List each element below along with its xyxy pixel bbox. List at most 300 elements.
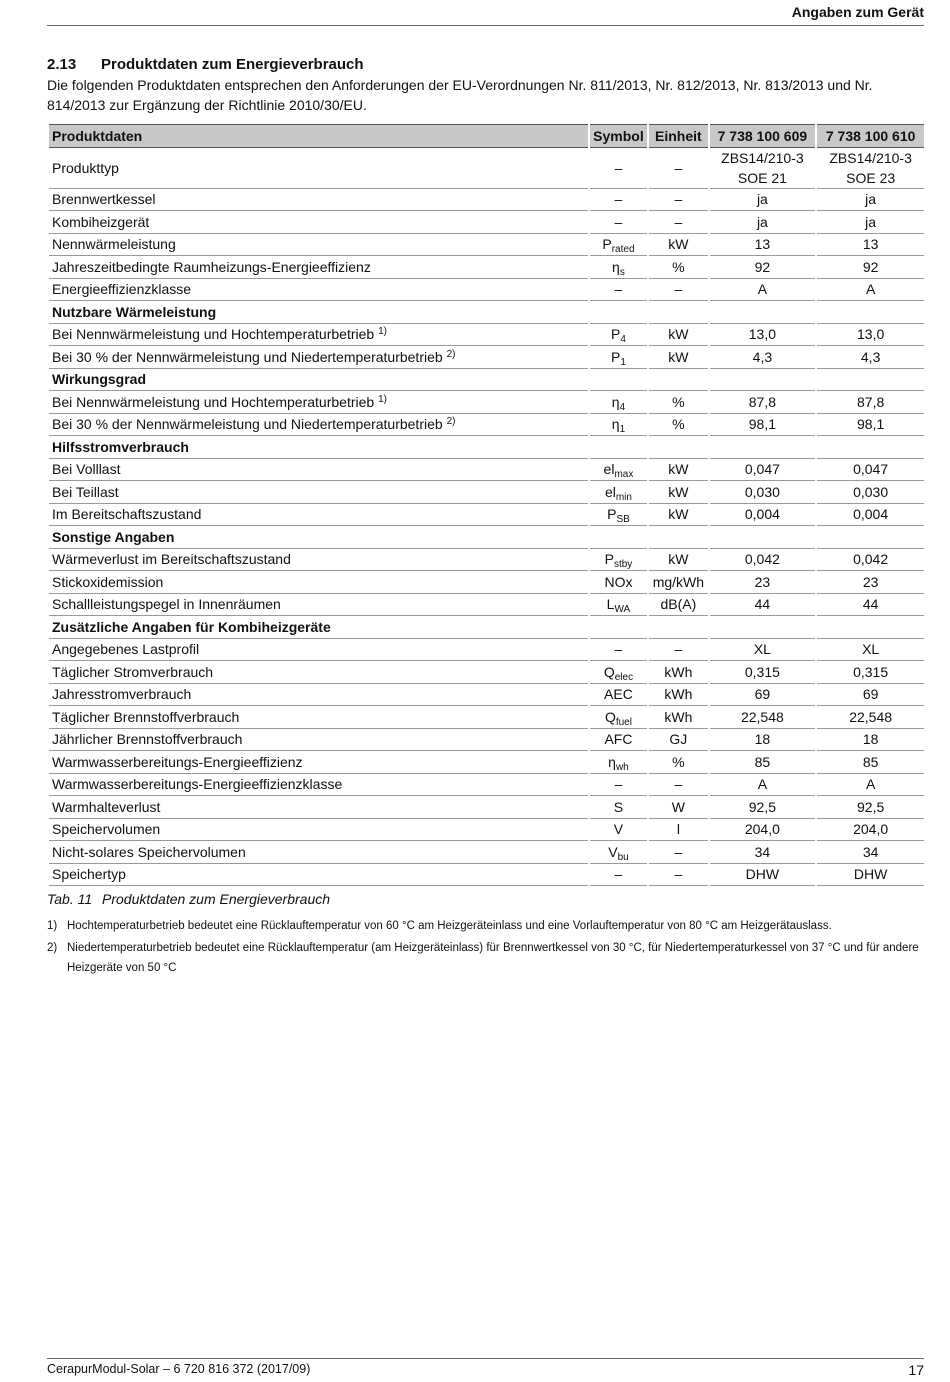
unit-cell: kWh — [648, 706, 708, 729]
value-text: 18 — [862, 731, 879, 748]
symbol-subscript: 1 — [619, 424, 626, 436]
unit-cell: W — [648, 796, 708, 819]
value-cell — [816, 818, 924, 841]
value-cell — [709, 413, 817, 436]
symbol-cell — [589, 706, 649, 729]
table-header-row — [48, 125, 924, 148]
table-caption — [47, 891, 330, 907]
unit-cell: mg/kWh — [648, 571, 708, 594]
value-cell — [709, 211, 817, 234]
table-row — [48, 751, 924, 774]
section-intro: Die folgenden Produktdaten entsprechen den Anforderungen der EU-Verordnungen Nr. 811/2013, Nr. 812/2013, Nr. 813/2013 und Nr. 814/2013 zur Ergänzung der Richtlinie 2010/30/EU. — [47, 77, 873, 113]
table-row — [48, 661, 924, 684]
symbol-subscript: max — [614, 469, 634, 481]
row-label-text: Bei 30 % der Nennwärmeleistung und Niedertemperaturbetrieb — [52, 416, 443, 433]
row-label-text: Kombiheizgerät — [52, 213, 150, 230]
row-label — [48, 188, 589, 211]
row-label-text: Wärmeverlust im Bereitschaftszustand — [52, 551, 291, 568]
value-text: 0,030 — [853, 483, 889, 500]
value-cell — [709, 458, 817, 481]
value-cell — [816, 571, 924, 594]
column-header: Produktdaten — [48, 125, 589, 148]
value-cell — [709, 278, 817, 301]
value-cell — [709, 773, 817, 796]
unit-cell: – — [648, 841, 708, 864]
symbol-cell — [589, 683, 649, 706]
unit-cell: kW — [648, 548, 708, 571]
value-text: A — [757, 281, 768, 298]
value-cell — [816, 256, 924, 279]
value-text: ja — [756, 213, 768, 230]
symbol-subscript: bu — [617, 851, 629, 863]
row-label — [48, 481, 589, 504]
symbol-text: – — [614, 866, 623, 883]
value-cell — [709, 661, 817, 684]
symbol-cell — [589, 571, 649, 594]
table-row — [48, 413, 924, 436]
table-row — [48, 278, 924, 301]
row-label-text: Brennwertkessel — [52, 191, 156, 208]
symbol-text: Q — [603, 663, 615, 680]
row-label-text: Nicht-solares Speichervolumen — [52, 843, 246, 860]
table-row — [48, 256, 924, 279]
symbol-subscript: 4 — [619, 401, 626, 413]
footer-document-id: CerapurModul-Solar – 6 720 816 372 (2017/09) — [47, 1362, 311, 1376]
row-label-text: Speichervolumen — [52, 821, 161, 838]
value-text: 4,3 — [752, 348, 773, 365]
symbol-subscript: stby — [613, 559, 633, 571]
symbol-text: S — [613, 798, 624, 815]
value-text: 204,0 — [744, 821, 780, 838]
symbol-text: – — [614, 213, 623, 230]
table-row — [48, 503, 924, 526]
value-cell — [816, 323, 924, 346]
value-cell — [816, 841, 924, 864]
row-label-text: Bei 30 % der Nennwärmeleistung und Niedertemperaturbetrieb — [52, 348, 443, 365]
section-number: 2.13 — [47, 56, 77, 73]
symbol-text: P — [611, 348, 621, 365]
value-cell — [816, 706, 924, 729]
symbol-text: P — [611, 326, 621, 343]
table-row — [48, 841, 924, 864]
row-label-text: Schallleistungspegel in Innenräumen — [52, 596, 281, 613]
value-text: 0,030 — [744, 483, 780, 500]
table-row — [48, 458, 924, 481]
symbol-cell — [589, 391, 649, 414]
row-label — [48, 796, 589, 819]
symbol-text: – — [614, 281, 623, 298]
row-label — [48, 147, 589, 188]
value-text: 23 — [862, 573, 879, 590]
unit-cell: kW — [648, 503, 708, 526]
symbol-subscript: s — [619, 266, 625, 278]
value-text: ja — [865, 191, 877, 208]
value-text: 92 — [862, 258, 879, 275]
symbol-text: – — [614, 776, 623, 793]
symbol-text: P — [607, 506, 617, 523]
value-text: 87,8 — [857, 393, 885, 410]
value-cell — [816, 458, 924, 481]
value-cell — [709, 863, 817, 886]
value-cell — [816, 863, 924, 886]
value-cell — [816, 413, 924, 436]
value-cell — [709, 728, 817, 751]
row-label — [48, 233, 589, 256]
unit-cell: % — [648, 413, 708, 436]
table-row — [48, 593, 924, 616]
symbol-subscript: 1 — [620, 356, 626, 368]
symbol-subscript: rated — [611, 244, 635, 256]
table-row — [48, 683, 924, 706]
caption-text: Produktdaten zum Energieverbrauch — [102, 891, 331, 907]
row-label — [48, 638, 589, 661]
column-header: 7 738 100 610 — [816, 125, 924, 148]
value-text: 0,047 — [853, 461, 889, 478]
row-label-text: Produkttyp — [52, 159, 119, 176]
value-cell — [816, 233, 924, 256]
unit-cell: – — [648, 773, 708, 796]
row-label — [48, 863, 589, 886]
unit-cell: % — [648, 256, 708, 279]
table-row — [48, 571, 924, 594]
row-label-text: Bei Nennwärmeleistung und Hochtemperaturbetrieb — [52, 326, 375, 343]
unit-cell: – — [648, 863, 708, 886]
symbol-cell — [589, 751, 649, 774]
value-cell — [816, 683, 924, 706]
value-cell — [709, 481, 817, 504]
value-cell — [709, 323, 817, 346]
table-group-row — [48, 368, 924, 391]
unit-cell: kW — [648, 481, 708, 504]
page-number: 17 — [908, 1362, 924, 1378]
table-row — [48, 818, 924, 841]
table-row — [48, 706, 924, 729]
table-group-row — [48, 301, 924, 324]
row-label-text: Täglicher Brennstoffverbrauch — [52, 708, 240, 725]
footnote-reference: 1) — [378, 393, 387, 405]
row-label-text: Jahreszeitbedingte Raumheizungs-Energieeffizienz — [52, 258, 371, 275]
value-cell — [709, 796, 817, 819]
value-cell — [709, 841, 817, 864]
value-cell — [709, 706, 817, 729]
row-label-text: Jährlicher Brennstoffverbrauch — [52, 731, 243, 748]
value-cell — [816, 751, 924, 774]
value-text: A — [757, 776, 768, 793]
table-row — [48, 391, 924, 414]
value-text: 0,047 — [744, 461, 780, 478]
symbol-subscript: min — [615, 491, 632, 503]
value-text: 0,315 — [744, 663, 780, 680]
symbol-text: – — [614, 641, 623, 658]
unit-cell: kWh — [648, 683, 708, 706]
footnote-text: Niedertemperaturbetrieb bedeutet eine Rücklauftemperatur (am Heizgeräteinlass) für Brennwertkessel von 30 °C, für Niedertemperaturkessel von 37 °C und für andere Heizgeräte von 50 °C — [67, 942, 919, 974]
row-label-text: Bei Teillast — [52, 483, 119, 500]
symbol-subscript: fuel — [615, 716, 632, 728]
table-row — [48, 638, 924, 661]
symbol-subscript: WA — [614, 604, 631, 616]
row-label — [48, 503, 589, 526]
value-text: XL — [862, 641, 880, 658]
group-label: Sonstige Angaben — [48, 526, 924, 549]
value-text: 0,004 — [744, 506, 780, 523]
row-label — [48, 278, 589, 301]
symbol-text: – — [614, 191, 623, 208]
symbol-text: η — [612, 258, 620, 275]
row-label — [48, 458, 589, 481]
symbol-text: P — [604, 551, 614, 568]
symbol-text: V — [608, 843, 618, 860]
symbol-text: NOx — [604, 573, 633, 590]
row-label-text: Warmhalteverlust — [52, 798, 161, 815]
symbol-subscript: wh — [615, 761, 629, 773]
value-text: ZBS14/210-3 — [829, 149, 912, 166]
symbol-cell — [589, 211, 649, 234]
table-row — [48, 147, 924, 188]
value-text: 13 — [862, 236, 879, 253]
value-cell — [709, 391, 817, 414]
value-text: 85 — [754, 753, 771, 770]
symbol-text: Q — [604, 708, 616, 725]
unit-cell: – — [648, 147, 708, 188]
value-text: 34 — [754, 843, 771, 860]
footnote-mark: 2) — [47, 942, 58, 954]
symbol-text: L — [606, 596, 615, 613]
row-label-text: Energieeffizienzklasse — [52, 281, 192, 298]
unit-cell: kW — [648, 458, 708, 481]
footnote-reference: 2) — [446, 348, 456, 360]
symbol-cell — [589, 413, 649, 436]
value-cell — [709, 593, 817, 616]
value-text-line2: SOE 21 — [737, 169, 787, 186]
row-label — [48, 211, 589, 234]
symbol-cell — [589, 503, 649, 526]
row-label — [48, 751, 589, 774]
unit-cell: – — [648, 188, 708, 211]
value-text: 44 — [862, 596, 879, 613]
value-text: 22,548 — [740, 708, 784, 725]
row-label — [48, 391, 589, 414]
value-cell — [816, 391, 924, 414]
value-text: 87,8 — [748, 393, 777, 410]
row-label — [48, 256, 589, 279]
table-row — [48, 323, 924, 346]
footnote — [47, 916, 924, 936]
value-cell — [709, 188, 817, 211]
unit-cell: – — [648, 638, 708, 661]
value-text: 69 — [754, 686, 771, 703]
value-text: 0,315 — [853, 663, 889, 680]
symbol-subscript: elec — [614, 671, 634, 683]
value-text: 13,0 — [748, 326, 777, 343]
symbol-cell — [589, 796, 649, 819]
table-group-row — [48, 526, 924, 549]
value-cell — [816, 773, 924, 796]
product-data-table — [47, 124, 924, 886]
value-cell — [816, 147, 924, 188]
value-cell — [816, 638, 924, 661]
value-text: ZBS14/210-3 — [721, 149, 804, 166]
symbol-cell — [589, 773, 649, 796]
row-label-text: Speichertyp — [52, 866, 126, 883]
value-text: 92 — [754, 258, 771, 275]
footnote — [47, 938, 924, 978]
value-text-line2: SOE 23 — [846, 169, 896, 186]
table-row — [48, 188, 924, 211]
row-label-text: Nennwärmeleistung — [52, 236, 176, 253]
value-cell — [816, 211, 924, 234]
symbol-cell — [589, 593, 649, 616]
section — [47, 56, 924, 115]
value-text: 69 — [862, 686, 879, 703]
symbol-text: – — [614, 159, 623, 176]
symbol-cell — [589, 548, 649, 571]
column-header: Einheit — [648, 125, 708, 148]
symbol-text: η — [611, 393, 620, 410]
value-text: A — [865, 776, 876, 793]
value-cell — [816, 503, 924, 526]
value-cell — [709, 683, 817, 706]
value-cell — [709, 548, 817, 571]
footnote-mark: 1) — [47, 920, 58, 932]
table-row — [48, 346, 924, 369]
value-cell — [816, 661, 924, 684]
value-text: 4,3 — [860, 348, 881, 365]
row-label — [48, 728, 589, 751]
table-row — [48, 728, 924, 751]
footnote-text: Hochtemperaturbetrieb bedeutet eine Rücklauftemperatur von 60 °C am Heizgeräteinlass und eine Vorlauftemperatur von 80 °C am Heizgerätauslass. — [67, 920, 832, 932]
value-cell — [816, 796, 924, 819]
footnote-reference: 2) — [446, 416, 456, 428]
symbol-cell — [589, 841, 649, 864]
symbol-cell — [589, 188, 649, 211]
section-title: Produktdaten zum Energieverbrauch — [101, 56, 364, 73]
row-label-text: Jahresstromverbrauch — [52, 686, 192, 703]
symbol-text: AFC — [604, 731, 633, 748]
row-label — [48, 571, 589, 594]
value-text: 44 — [754, 596, 771, 613]
value-text: 92,5 — [748, 798, 777, 815]
symbol-cell — [589, 818, 649, 841]
symbol-cell — [589, 323, 649, 346]
row-label — [48, 706, 589, 729]
unit-cell: % — [648, 751, 708, 774]
table-row — [48, 863, 924, 886]
table-group-row — [48, 616, 924, 639]
table-row — [48, 548, 924, 571]
symbol-subscript: 4 — [620, 334, 626, 346]
symbol-cell — [589, 278, 649, 301]
unit-cell: – — [648, 211, 708, 234]
row-label — [48, 413, 589, 436]
value-text: 18 — [754, 731, 771, 748]
value-text: XL — [753, 641, 771, 658]
unit-cell: dB(A) — [648, 593, 708, 616]
value-cell — [709, 233, 817, 256]
value-text: 13,0 — [857, 326, 885, 343]
table-group-row — [48, 436, 924, 459]
symbol-text: AEC — [604, 686, 633, 703]
page-header-title: Angaben zum Gerät — [791, 4, 924, 20]
symbol-text: el — [604, 483, 616, 500]
unit-cell: kWh — [648, 661, 708, 684]
symbol-cell — [589, 147, 649, 188]
symbol-text: P — [602, 236, 612, 253]
value-cell — [709, 638, 817, 661]
value-cell — [816, 728, 924, 751]
unit-cell: kW — [648, 323, 708, 346]
symbol-cell — [589, 481, 649, 504]
group-label: Wirkungsgrad — [48, 368, 924, 391]
row-label-text: Bei Nennwärmeleistung und Hochtemperaturbetrieb — [52, 393, 375, 410]
caption-label: Tab. 11 — [47, 891, 93, 907]
row-label — [48, 323, 589, 346]
row-label — [48, 818, 589, 841]
value-text: 34 — [862, 843, 879, 860]
value-text: A — [865, 281, 876, 298]
value-cell — [816, 593, 924, 616]
symbol-cell — [589, 233, 649, 256]
symbol-cell — [589, 458, 649, 481]
row-label — [48, 841, 589, 864]
row-label — [48, 773, 589, 796]
symbol-cell — [589, 728, 649, 751]
value-cell — [816, 278, 924, 301]
value-text: 13 — [754, 236, 771, 253]
value-text: 98,1 — [748, 416, 777, 433]
row-label-text: Täglicher Stromverbrauch — [52, 663, 214, 680]
symbol-subscript: SB — [616, 514, 630, 526]
value-cell — [816, 346, 924, 369]
value-text: 22,548 — [849, 708, 893, 725]
value-cell — [709, 503, 817, 526]
table-row — [48, 481, 924, 504]
group-label: Hilfsstromverbrauch — [48, 436, 924, 459]
value-text: 0,004 — [853, 506, 889, 523]
section-heading — [47, 56, 924, 73]
value-text: 0,042 — [744, 551, 780, 568]
row-label — [48, 661, 589, 684]
table-row — [48, 211, 924, 234]
value-cell — [816, 548, 924, 571]
row-label — [48, 346, 589, 369]
value-text: 85 — [862, 753, 879, 770]
row-label — [48, 683, 589, 706]
value-text: 23 — [754, 573, 771, 590]
symbol-text: V — [613, 821, 624, 838]
value-cell — [709, 147, 817, 188]
row-label — [48, 593, 589, 616]
footnote-reference: 1) — [378, 326, 387, 338]
row-label-text: Angegebenes Lastprofil — [52, 641, 200, 658]
row-label-text: Warmwasserbereitungs-Energieeffizienzklasse — [52, 776, 343, 793]
symbol-cell — [589, 346, 649, 369]
column-header: Symbol — [589, 125, 649, 148]
header-divider — [47, 25, 924, 26]
unit-cell: l — [648, 818, 708, 841]
unit-cell: – — [648, 278, 708, 301]
unit-cell: % — [648, 391, 708, 414]
group-label: Zusätzliche Angaben für Kombiheizgeräte — [48, 616, 924, 639]
symbol-text: η — [608, 753, 616, 770]
value-text: ja — [865, 213, 877, 230]
value-text: 98,1 — [857, 416, 885, 433]
value-cell — [816, 188, 924, 211]
value-text: DHW — [745, 866, 780, 883]
column-header: 7 738 100 609 — [709, 125, 817, 148]
value-text: ja — [756, 191, 768, 208]
value-cell — [709, 571, 817, 594]
row-label-text: Im Bereitschaftszustand — [52, 506, 202, 523]
